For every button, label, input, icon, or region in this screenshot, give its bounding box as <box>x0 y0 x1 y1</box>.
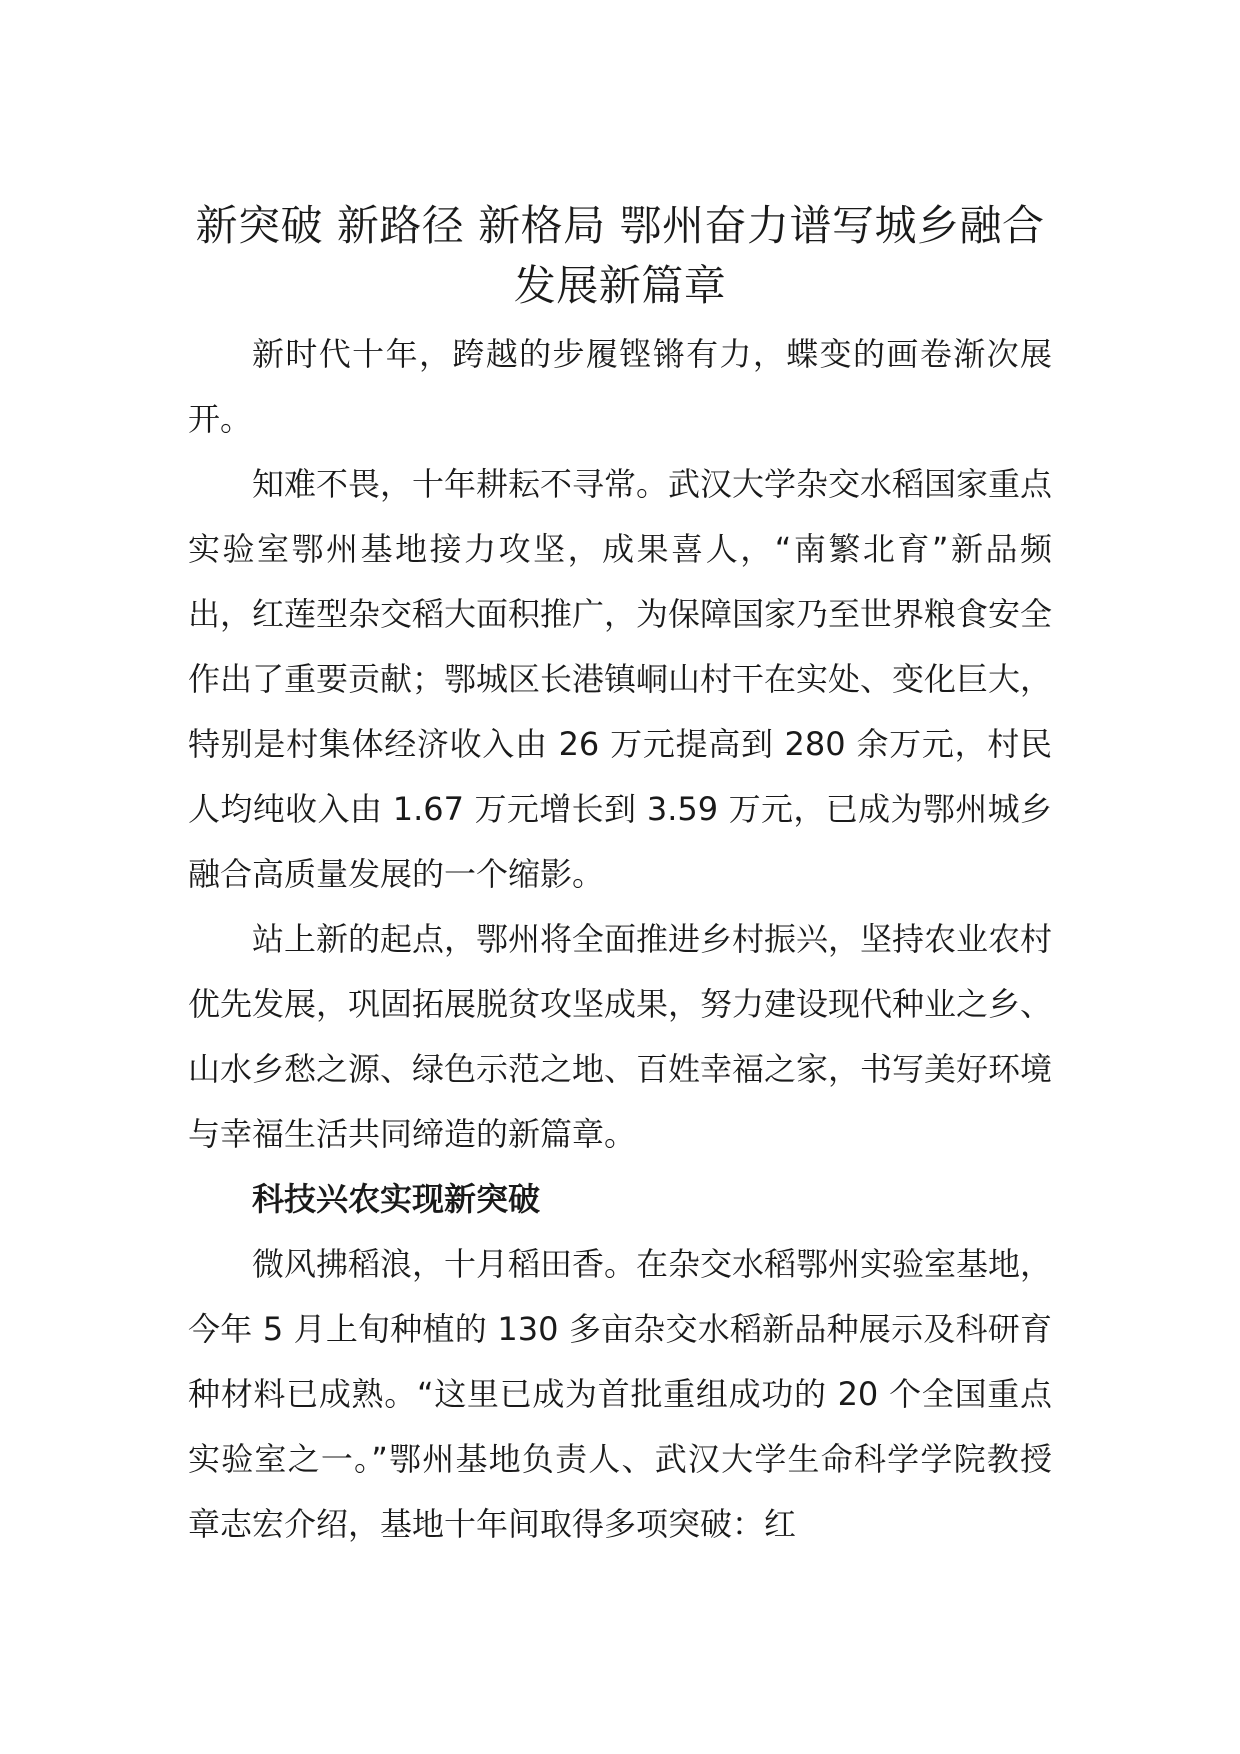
document-page <box>188 196 1052 1557</box>
paragraph-intro: 新时代十年，跨越的步履铿锵有力，蝶变的画卷渐次展开。 <box>188 335 1052 438</box>
paragraph-rice-base: 微风拂稻浪，十月稻田香。在杂交水稻鄂州实验室基地，今年 5 月上旬种植的 130 多亩杂交水稻新品种展示及科研育种材料已成熟。“这里已成为首批重组成功的 20 个全国重点实验室之一。”鄂州基地负责人、武汉大学生命科学学院教授章志宏介绍，基地十年间取得多项突破：红 <box>188 1245 1053 1543</box>
document-body <box>188 322 1052 1557</box>
document-title: 新突破 新路径 新格局 鄂州奋力谱写城乡融合发展新篇章 <box>195 201 1045 310</box>
paragraph-achievements: 知难不畏，十年耕耘不寻常。武汉大学杂交水稻国家重点实验室鄂州基地接力攻坚，成果喜人，“南繁北育”新品频出，红莲型杂交稻大面积推广，为保障国家乃至世界粮食安全作出了重要贡献；鄂城区长港镇峒山村干在实处、变化巨大，特别是村集体经济收入由 26 万元提高到 280 余万元，村民人均纯收入由 1.67 万元增长到 3.59 万元，已成为鄂州城乡融合高质量发展的一个缩影。 <box>188 465 1053 893</box>
paragraph-new-start: 站上新的起点，鄂州将全面推进乡村振兴，坚持农业农村优先发展，巩固拓展脱贫攻坚成果，努力建设现代种业之乡、山水乡愁之源、绿色示范之地、百姓幸福之家，书写美好环境与幸福生活共同缔造的新篇章。 <box>188 920 1053 1153</box>
section-heading: 科技兴农实现新突破 <box>252 1180 541 1218</box>
